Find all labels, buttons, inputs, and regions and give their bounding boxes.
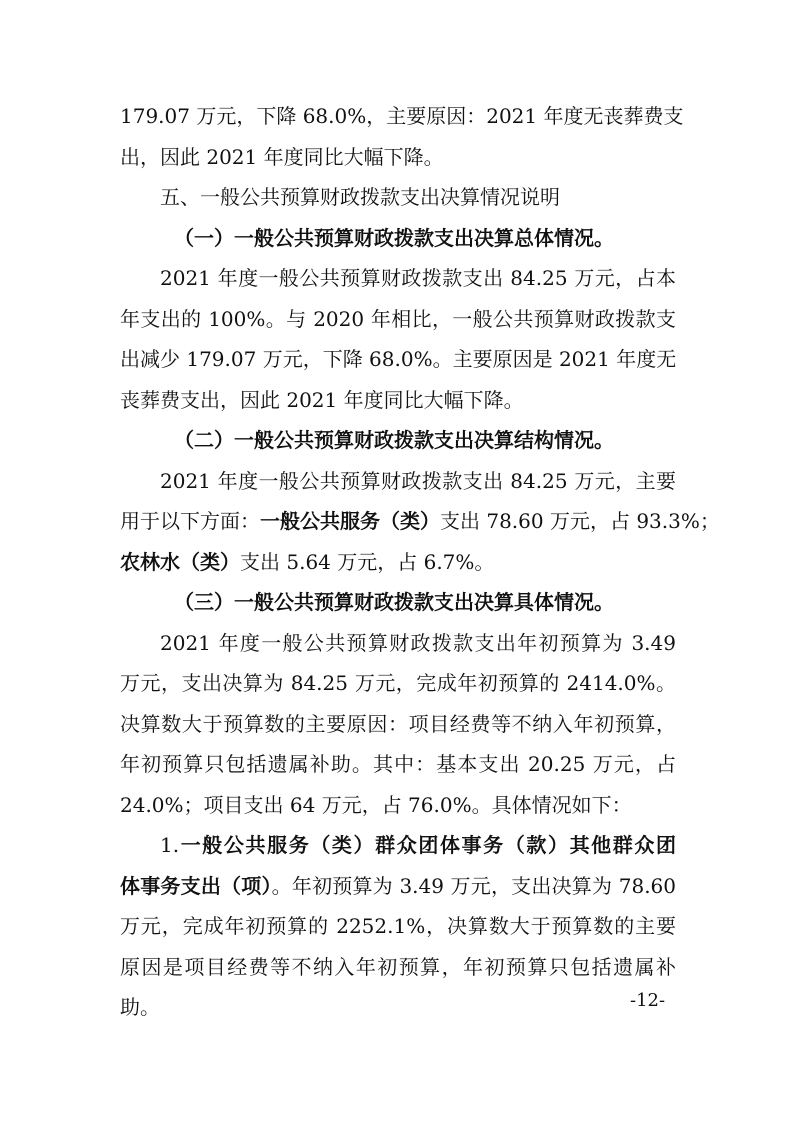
category-label: 体事务支出（项）	[120, 873, 272, 898]
paragraph-line: 丧葬费支出，因此 2021 年度同比大幅下降。	[120, 387, 524, 412]
paragraph-line: 年初预算只包括遗属补助。其中：基本支出 20.25 万元，占	[120, 752, 676, 776]
category-label: 一般公共服务（类）	[260, 509, 440, 533]
paragraph-line: 2021 年度一般公共预算财政拨款支出 84.25 万元，占本	[160, 266, 676, 290]
paragraph-line: 出减少 179.07 万元，下降 68.0%。主要原因是 2021 年度无	[120, 347, 677, 371]
line-text: 支出 5.64 万元，占 6.7%。	[240, 549, 495, 574]
paragraph-line: 万元，支出决算为 84.25 万元，完成年初预算的 2414.0%。	[120, 671, 676, 695]
line-text: 。年初预算为 3.49 万元，支出决算为 78.60	[271, 873, 677, 898]
paragraph-line: 2021 年度一般公共预算财政拨款支出 84.25 万元，主要	[160, 468, 676, 493]
paragraph-line	[120, 866, 676, 907]
paragraph-line	[120, 542, 676, 583]
paragraph-line: 原因是项目经费等不纳入年初预算，年初预算只包括遗属补	[120, 954, 676, 979]
section-heading: 五、一般公共预算财政拨款支出决算情况说明	[160, 185, 560, 209]
paragraph-line: 决算数大于预算数的主要原因：项目经费等不纳入年初预算，	[120, 711, 676, 736]
paragraph-line: 24.0%；项目支出 64 万元，占 76.0%。具体情况如下：	[120, 792, 632, 817]
page-number: -12-	[630, 990, 666, 1011]
category-label: 农林水（类）	[120, 549, 240, 574]
item-number: 1.	[160, 833, 180, 857]
paragraph-line: 年支出的 100%。与 2020 年相比，一般公共预算财政拨款支	[120, 306, 676, 331]
paragraph-line	[120, 501, 720, 542]
paragraph-line: 出，因此 2021 年度同比大幅下降。	[120, 144, 444, 169]
paragraph-line: 2021 年度一般公共预算财政拨款支出年初预算为 3.49	[160, 630, 676, 655]
paragraph-line: 助。	[120, 995, 160, 1019]
line-text: 用于以下方面：	[120, 509, 260, 533]
document-body	[120, 96, 720, 1028]
paragraph-line: 万元，完成年初预算的 2252.1%，决算数大于预算数的主要	[120, 914, 676, 938]
paragraph-line	[120, 825, 676, 866]
subsection-heading: （一）一般公共预算财政拨款支出决算总体情况。	[174, 225, 614, 250]
category-label: 一般公共服务（类）群众团体事务（款）其他群众团	[179, 833, 676, 857]
line-text: 支出 78.60 万元，占 93.3%；	[440, 509, 720, 533]
paragraph-line: 179.07 万元，下降 68.0%，主要原因：2021 年度无丧葬费支	[120, 104, 684, 128]
subsection-heading: （三）一般公共预算财政拨款支出决算具体情况。	[174, 590, 614, 614]
subsection-heading: （二）一般公共预算财政拨款支出决算结构情况。	[174, 428, 614, 452]
